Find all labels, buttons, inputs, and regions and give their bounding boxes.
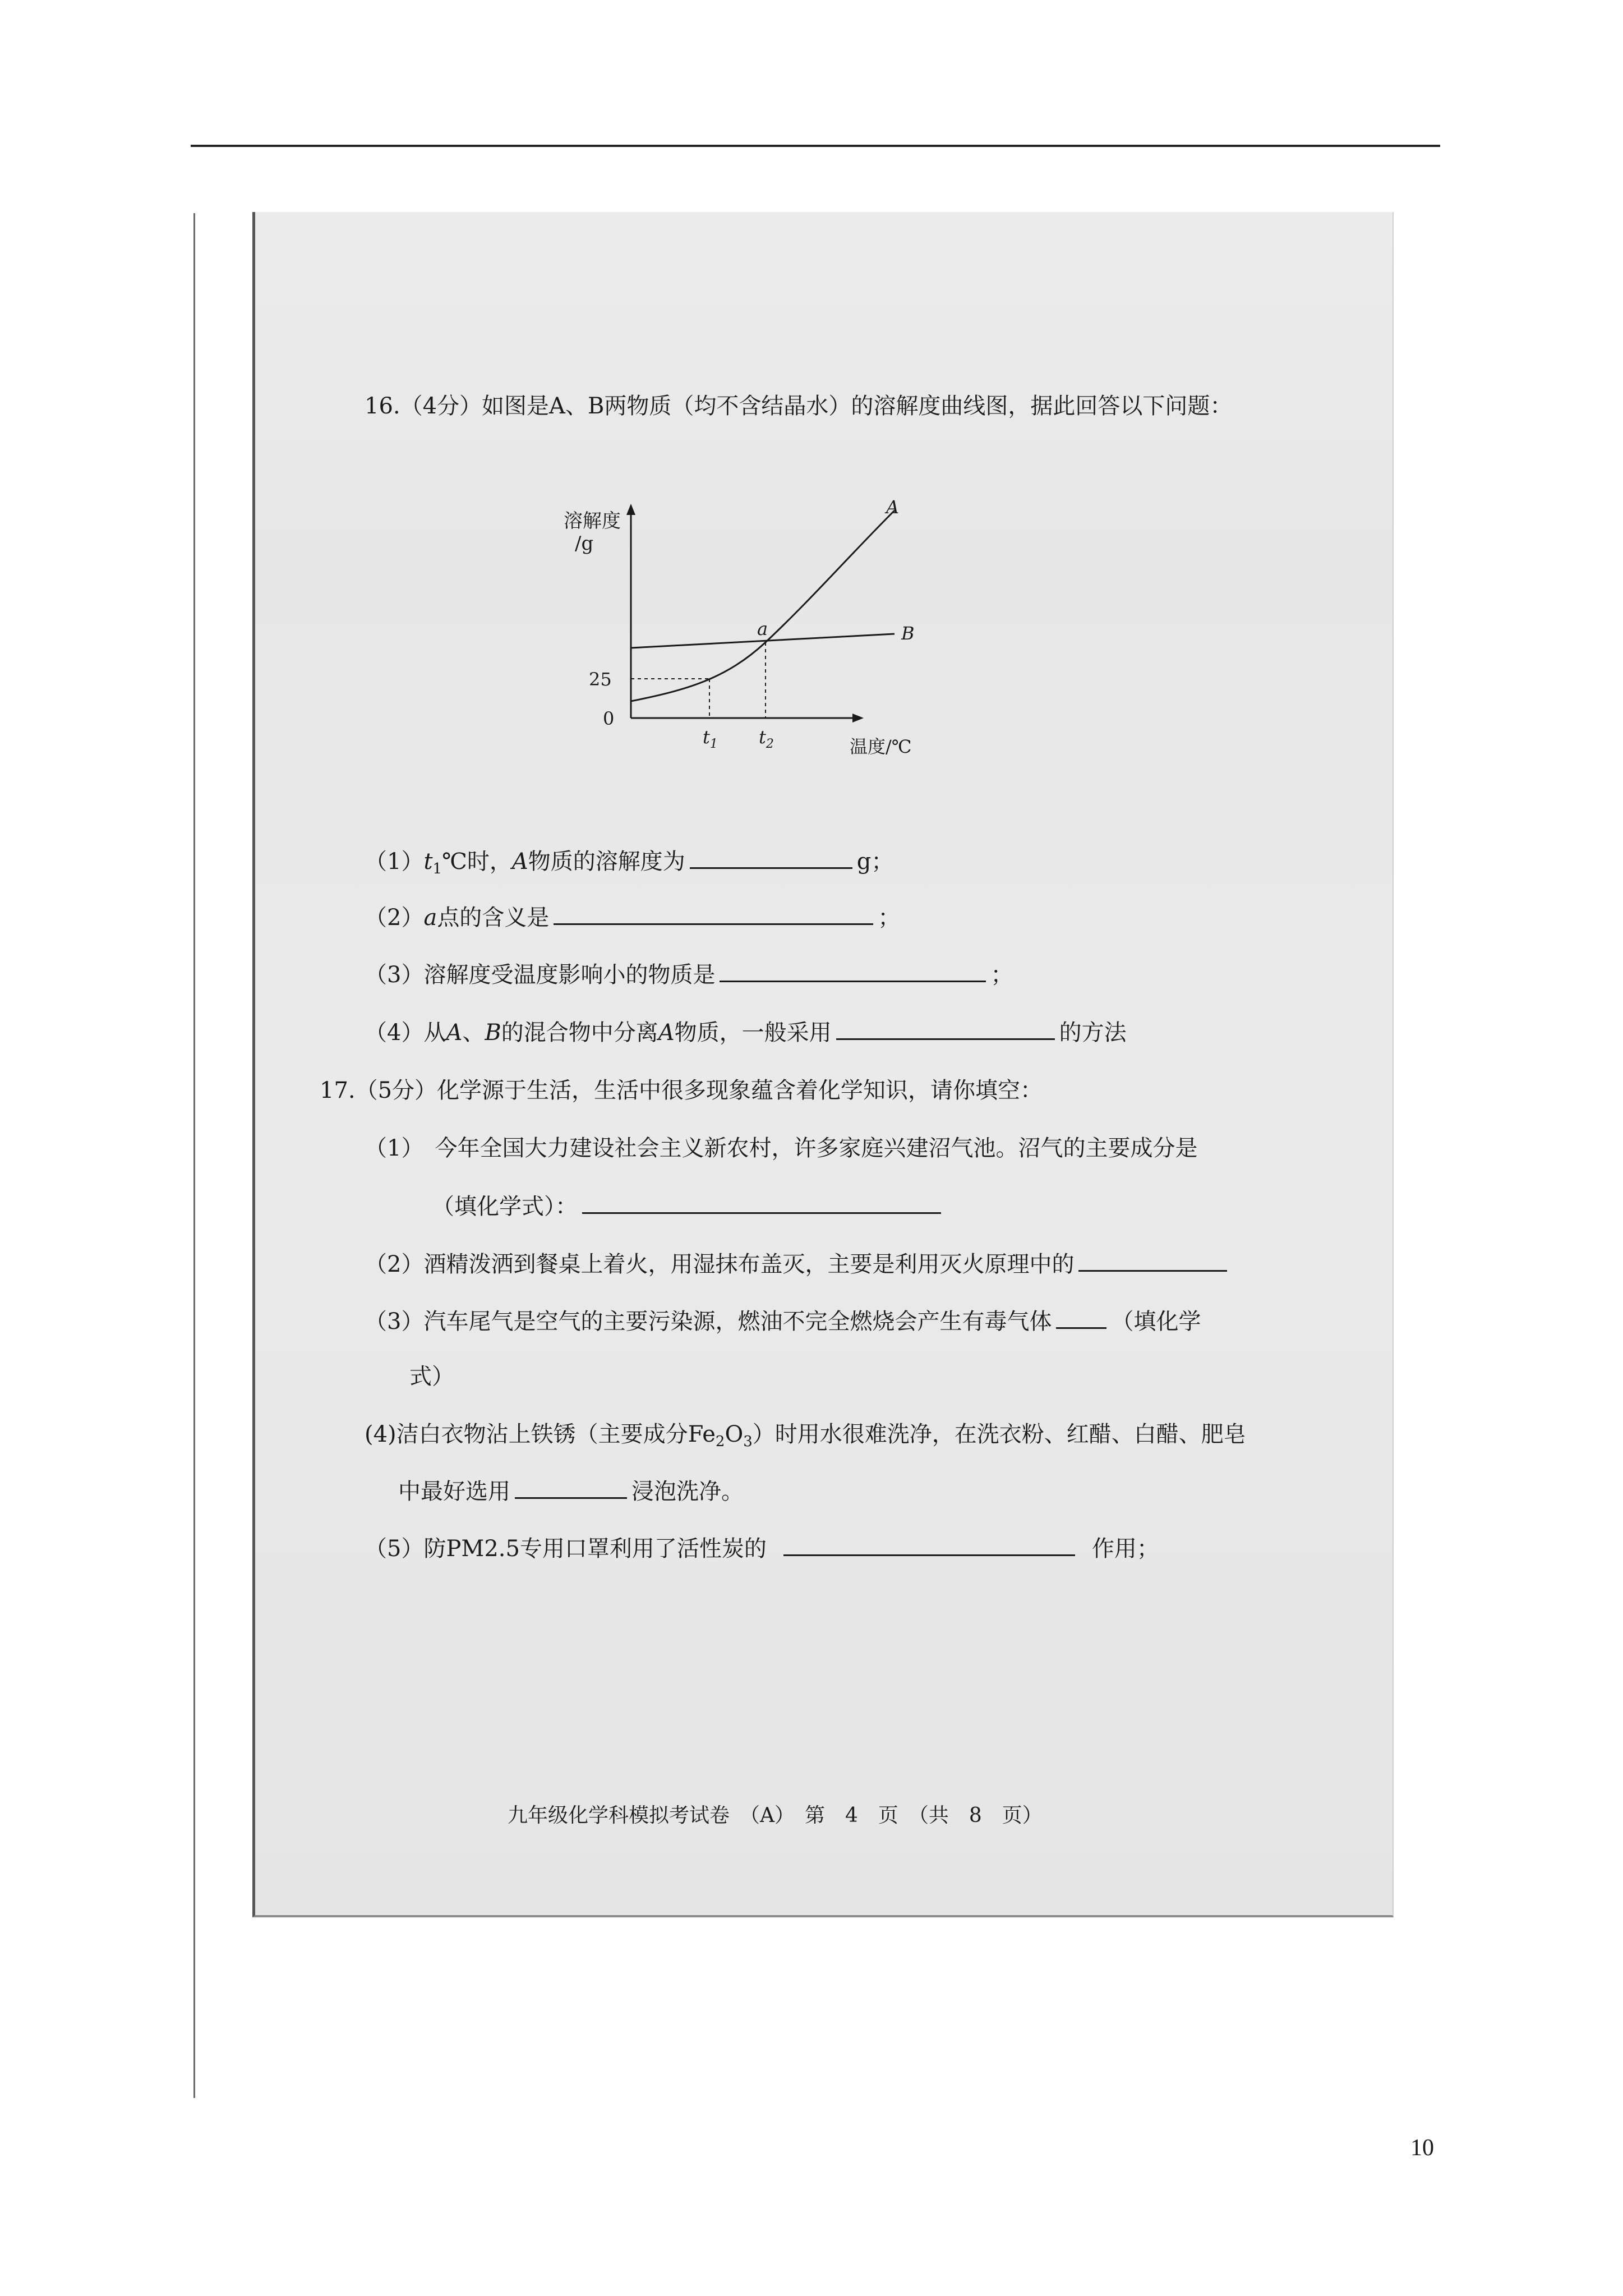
- q16-part3-answer-blank[interactable]: [720, 960, 986, 982]
- q17-part4-answer-blank[interactable]: [515, 1477, 627, 1499]
- curve-a: [631, 510, 895, 701]
- q16-part4-answer-blank[interactable]: [836, 1018, 1055, 1040]
- q17-part5-answer-blank[interactable]: [783, 1534, 1075, 1556]
- q17-part4-line2: 中最好选用 浸泡洗净。: [398, 1477, 744, 1505]
- q16-stem: 16.（4分）如图是A、B两物质（均不含结晶水）的溶解度曲线图，据此回答以下问题：: [365, 393, 1233, 419]
- curve-b-label: B: [901, 623, 915, 644]
- t2-label: $t_2$: [759, 726, 774, 751]
- page-number: 10: [1410, 2135, 1434, 2161]
- solubility-curve-graph: [558, 494, 951, 757]
- header-rule: [191, 145, 1440, 147]
- q17-stem: 17.（5分）化学源于生活，生活中很多现象蕴含着化学知识，请你填空：: [320, 1078, 1043, 1103]
- q16-part1-answer-blank[interactable]: [690, 847, 852, 869]
- left-margin-line: [193, 213, 195, 2098]
- q17-part1-answer-blank[interactable]: [582, 1192, 941, 1214]
- curve-a-label: A: [886, 496, 900, 518]
- q16-part2-answer-blank[interactable]: [554, 903, 873, 925]
- q17-part2: （2）酒精泼洒到餐桌上着火，用湿抹布盖灭，主要是利用灭火原理中的: [365, 1250, 1232, 1278]
- q16-part2: （2）a点的含义是 ；: [365, 903, 900, 931]
- q17-part5: （5）防PM2.5专用口罩利用了活性炭的 作用；: [365, 1534, 1159, 1562]
- q17-part1-line2: （填化学式）：: [432, 1192, 946, 1220]
- q17-part4-line1: (4)洁白衣物沾上铁锈（主要成分$Fe_2O_3$）时用水很难洗净，在洗衣粉、红醋、白醋、肥皂: [365, 1421, 1246, 1450]
- y-tick-25: 25: [589, 669, 612, 690]
- scanned-exam-page: [252, 212, 1394, 1917]
- q17-part1-line1: （1） 今年全国大力建设社会主义新农村，许多家庭兴建沼气池。沼气的主要成分是: [365, 1135, 1198, 1161]
- y-axis-arrow: [626, 504, 635, 515]
- x-axis-label: 温度/℃: [850, 736, 912, 757]
- t1-label: $t_1$: [703, 726, 718, 751]
- intersection-point-label: a: [757, 618, 768, 639]
- q17-part3-line2: 式）: [409, 1364, 454, 1389]
- y-axis-label-line2: /g: [575, 532, 594, 555]
- y-axis-label-line1: 溶解度: [564, 510, 621, 532]
- q17-part2-answer-blank[interactable]: [1078, 1250, 1227, 1272]
- q17-part3-line1: （3）汽车尾气是空气的主要污染源，燃油不完全燃烧会产生有毒气体 （填化学: [365, 1307, 1201, 1335]
- q17-part3-answer-blank[interactable]: [1056, 1307, 1106, 1329]
- q16-part4: （4）从A、B的混合物中分离A物质，一般采用 的方法: [365, 1018, 1127, 1046]
- q16-part1: $(1)t_1℃$时，A物质的溶解度为 g；: [365, 847, 893, 882]
- q16-part3: （3）溶解度受温度影响小的物质是 ；: [365, 960, 1013, 988]
- x-axis-arrow: [852, 714, 864, 723]
- exam-footer: 九年级化学科模拟考试卷 （A） 第 4 页 （共 8 页）: [508, 1804, 1043, 1827]
- origin-label: 0: [603, 708, 615, 729]
